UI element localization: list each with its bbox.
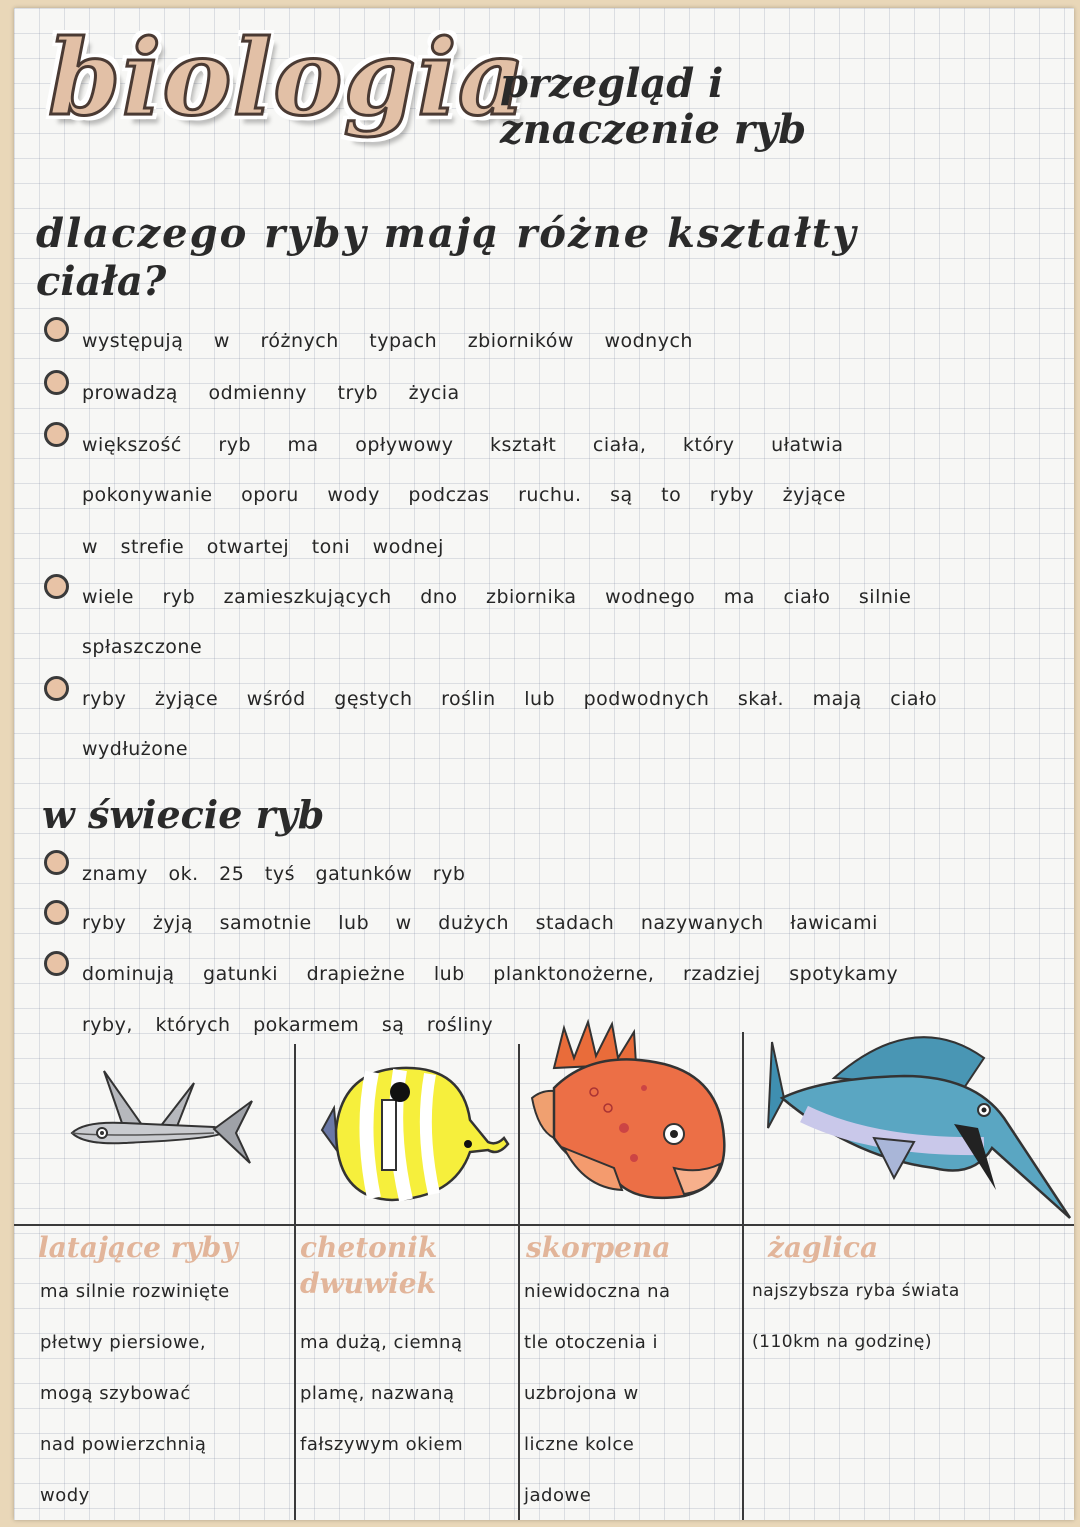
text-line: pokonywanie oporu wody podczas ruchu. są to ryby żyjące — [82, 484, 846, 506]
text-line: wiele ryb zamieszkujących dno zbiornika wodnego ma ciało silnie — [82, 586, 912, 608]
bullet-icon — [44, 850, 69, 875]
text-line: w strefie otwartej toni wodnej — [82, 536, 444, 558]
scorpionfish-icon — [524, 1018, 734, 1208]
table-divider — [518, 1044, 520, 1520]
fish-description-2 — [300, 1317, 515, 1470]
fish-name-3: skorpena — [526, 1231, 671, 1264]
biologia-logo: biologia — [48, 16, 527, 139]
fish-description-4 — [752, 1266, 1070, 1368]
table-divider — [742, 1032, 744, 1520]
text-line: znamy ok. 25 tyś gatunków ryb — [82, 863, 466, 885]
topic-line-1: przegląd i — [500, 60, 724, 107]
text-line: prowadzą odmienny tryb życia — [82, 382, 460, 404]
description-line: fałszywym okiem — [300, 1434, 464, 1455]
fish-name-2-line2: dwuwiek — [300, 1267, 436, 1300]
description-line: najszybsza ryba świata — [752, 1281, 960, 1301]
fish-name-4: żaglica — [768, 1231, 879, 1264]
description-line: mogą szybować — [40, 1383, 191, 1404]
text-line: wydłużone — [82, 738, 189, 760]
table-divider — [294, 1044, 296, 1520]
fish-name-1: latające ryby — [38, 1231, 238, 1264]
bullet-icon — [44, 422, 69, 447]
text-line: występują w różnych typach zbiorników wodnych — [82, 330, 693, 352]
description-line: ma silnie rozwinięte — [40, 1281, 230, 1302]
butterflyfish-icon — [312, 1060, 512, 1205]
text-line: dominują gatunki drapieżne lub planktonożerne, rzadziej spotykamy — [82, 963, 899, 985]
bullet-icon — [44, 676, 69, 701]
description-line: (110km na godzinę) — [752, 1332, 932, 1352]
bullet-icon — [44, 951, 69, 976]
bullet-icon — [44, 900, 69, 925]
description-line: niewidoczna na — [524, 1281, 671, 1302]
description-line: wody — [40, 1485, 90, 1506]
description-line: ma dużą, ciemną — [300, 1332, 463, 1353]
section1-heading-line2: ciała? — [36, 258, 167, 305]
notebook-page — [14, 8, 1074, 1520]
description-line: liczne kolce — [524, 1434, 635, 1455]
topic-line-2: znaczenie ryb — [500, 106, 807, 153]
text-line: ryby żyjące wśród gęstych roślin lub podwodnych skał. mają ciało — [82, 688, 938, 710]
description-line: jadowe — [524, 1485, 592, 1506]
description-line: uzbrojona w — [524, 1383, 639, 1404]
bullet-icon — [44, 317, 69, 342]
flying-fish-icon — [64, 1063, 254, 1173]
sailfish-icon — [764, 1018, 1074, 1228]
bullet-icon — [44, 574, 69, 599]
fish-description-3 — [524, 1266, 739, 1520]
text-line: ryby żyją samotnie lub w dużych stadach nazywanych ławicami — [82, 912, 878, 934]
fish-name-2: chetonik — [300, 1231, 438, 1264]
description-line: tle otoczenia i — [524, 1332, 659, 1353]
description-line: plamę, nazwaną — [300, 1383, 455, 1404]
description-line: płetwy piersiowe, — [40, 1332, 207, 1353]
section2-heading: w świecie ryb — [42, 792, 325, 837]
text-line: spłaszczone — [82, 636, 203, 658]
text-line: większość ryb ma opływowy kształt ciała, który ułatwia — [82, 434, 844, 456]
text-line: ryby, których pokarmem są rośliny — [82, 1014, 494, 1036]
fish-description-1 — [40, 1266, 290, 1520]
bullet-icon — [44, 370, 69, 395]
section1-heading: dlaczego ryby mają różne kształty — [36, 210, 858, 257]
description-line: nad powierzchnią — [40, 1434, 207, 1455]
